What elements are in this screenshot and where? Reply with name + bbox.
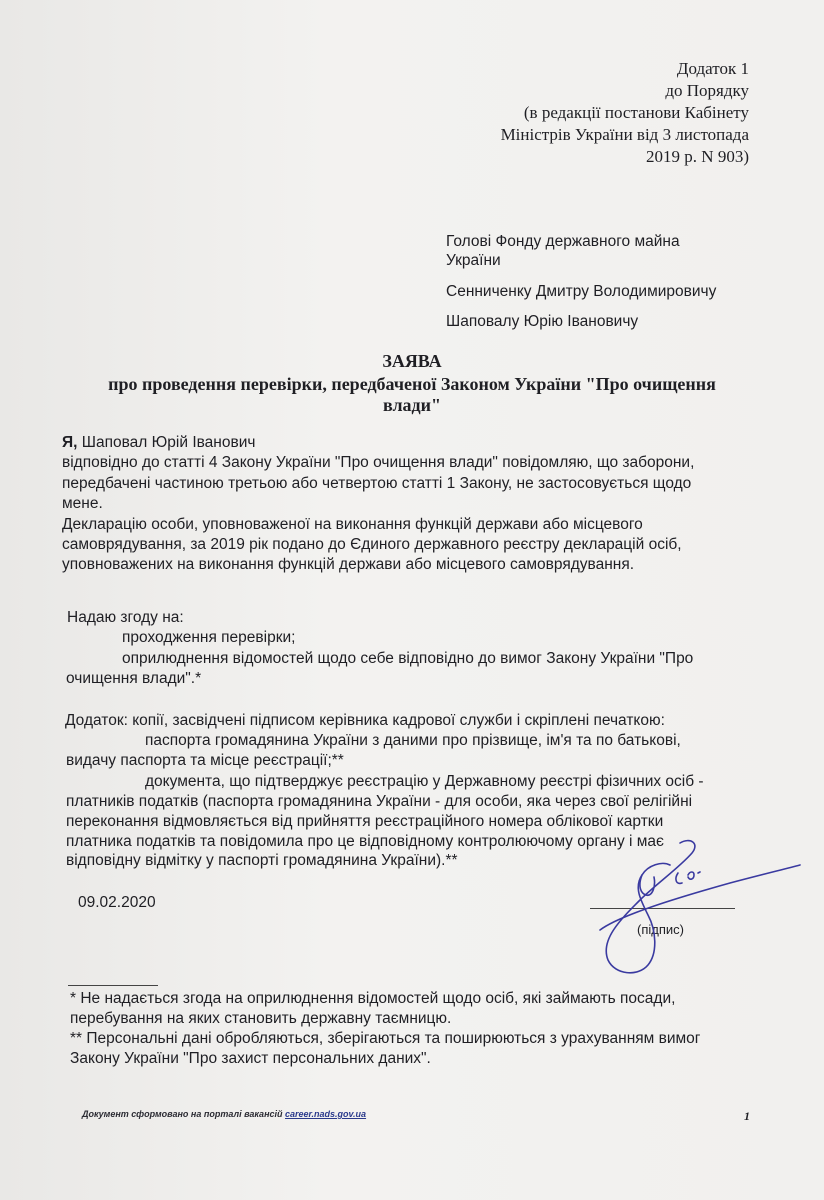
footer-text: Документ сформовано на порталі вакансій	[82, 1109, 286, 1119]
footnote-separator	[68, 985, 158, 986]
appendix-line: до Порядку	[665, 81, 749, 100]
attachment-heading: Додаток: копії, засвідчені підписом керівника кадрової служби і скріплені печаткою:	[65, 712, 665, 729]
addressee-line: України	[446, 252, 501, 269]
appendix-line: (в редакції постанови Кабінету	[523, 103, 749, 122]
consent-item: очищення влади".*	[66, 670, 202, 687]
attachment-line: паспорта громадянина України з даними про прізвище, ім'я та по батькові,	[145, 732, 681, 749]
document-subtitle: влади"	[382, 395, 442, 415]
handwritten-signature	[560, 835, 810, 985]
consent-heading: Надаю згоду на:	[67, 609, 184, 626]
consent-item: проходження перевірки;	[122, 629, 296, 646]
statement-line: відповідно до статті 4 Закону України "Про очищення влади" повідомляю, що заборони,	[62, 454, 695, 471]
appendix-line: Міністрів України від 3 листопада	[500, 125, 749, 144]
statement-name-line	[62, 434, 255, 452]
footnote: ** Персональні дані обробляються, зберігаються та поширюються з урахуванням вимог	[70, 1030, 701, 1047]
appendix-block	[501, 58, 749, 168]
consent-item: оприлюднення відомостей щодо себе відповідно до вимог Закону України "Про	[122, 650, 694, 667]
portal-link[interactable]: career.nads.gov.ua	[285, 1109, 367, 1119]
footnote: перебування на яких становить державну таємницю.	[70, 1010, 452, 1027]
signature-label: (підпис)	[637, 922, 684, 937]
appendix-line: Додаток 1	[676, 59, 749, 78]
addressee-name: Сенниченку Дмитру Володимировичу	[446, 283, 717, 300]
attachment-line: платника податків та повідомила про це відповідному контролюючому органу і має	[66, 833, 664, 850]
attachment-line: документа, що підтверджує реєстрацію у Державному реєстрі фізичних осіб -	[145, 773, 704, 790]
attachment-line: видачу паспорта та місце реєстрації;**	[66, 752, 344, 769]
statement-line: мене.	[62, 495, 103, 512]
addressee-name: Шаповалу Юрію Івановичу	[446, 313, 639, 330]
page-number: 1	[744, 1109, 750, 1123]
addressee-line: Голові Фонду державного майна	[446, 233, 680, 250]
document-title: ЗАЯВА	[382, 351, 442, 371]
statement-line: Декларацію особи, уповноваженої на виконання функцій держави або місцевого	[62, 516, 643, 533]
statement-line: самоврядування, за 2019 рік подано до Єдиного державного реєстру декларацій осіб,	[62, 536, 682, 553]
statement-line: передбачені частиною третьою або четвертою статті 1 Закону, не застосовується щодо	[62, 475, 692, 492]
ya-label: Я,	[62, 434, 78, 451]
applicant-name: Шаповал Юрій Іванович	[77, 434, 256, 451]
attachment-line: відповідну відмітку у паспорті громадянина України).**	[66, 852, 458, 869]
portal-footer	[82, 1109, 366, 1119]
date: 09.02.2020	[78, 894, 156, 911]
statement-line: уповноважених на виконання функцій держави або місцевого самоврядування.	[62, 556, 635, 573]
footnote: Закону України "Про захист персональних даних".	[70, 1050, 431, 1067]
attachment-line: переконання відмовляється від прийняття реєстраційного номера облікової картки	[66, 813, 664, 830]
document-subtitle: про проведення перевірки, передбаченої Законом України "Про очищення	[108, 374, 716, 394]
appendix-line: 2019 р. N 903)	[646, 147, 749, 166]
attachment-line: платників податків (паспорта громадянина України - для особи, яка через свої релігійні	[66, 793, 693, 810]
footnote: * Не надається згода на оприлюднення відомостей щодо осіб, які займають посади,	[70, 990, 676, 1007]
